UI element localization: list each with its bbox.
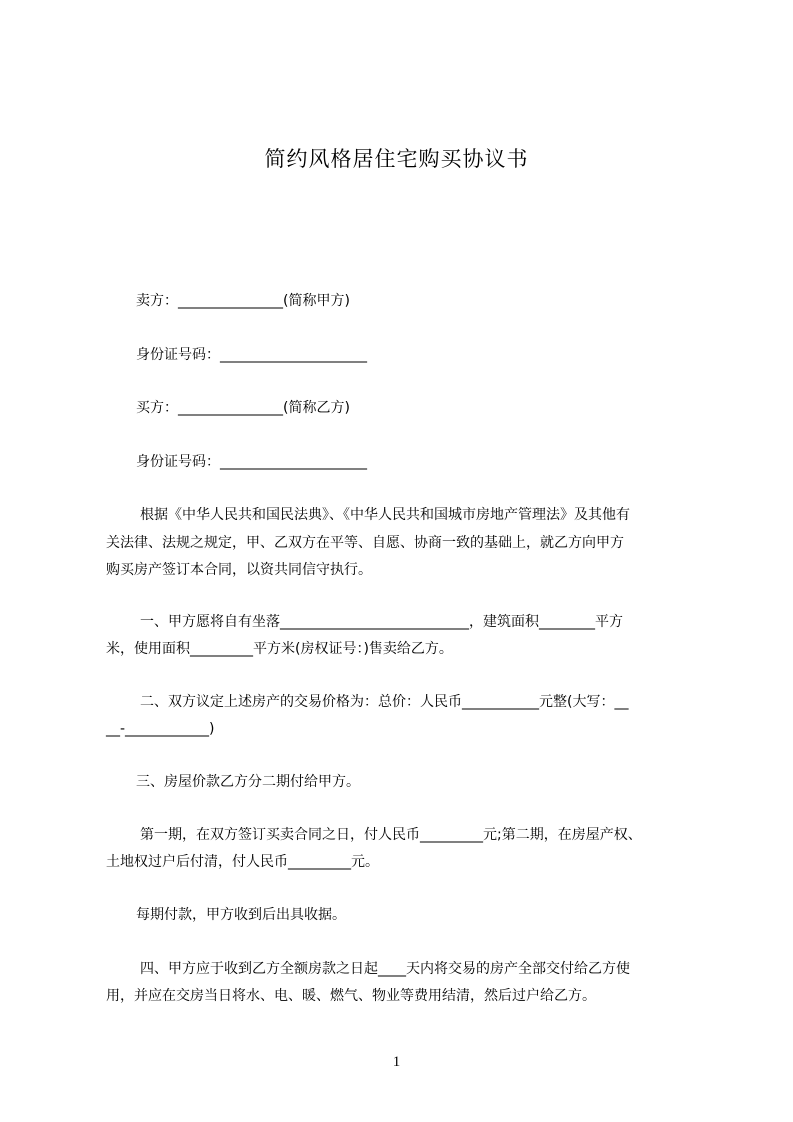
clause-1-line-2: 米，使用面积_________平方米(房权证号：)售卖给乙方。 xyxy=(106,641,453,657)
seller-line: 卖方：_______________(简称甲方) xyxy=(136,293,350,309)
clause-2-line-1: 二、双方议定上述房产的交易价格为：总价：人民币___________元整(大写：__ xyxy=(140,694,629,710)
payment-line-2: 土地权过户后付清，付人民币_________元。 xyxy=(106,854,379,870)
document-title: 简约风格居住宅购买协议书 xyxy=(264,147,529,171)
receipt-line: 每期付款，甲方收到后出具收据。 xyxy=(136,907,346,923)
buyer-id-line: 身份证号码：_____________________ xyxy=(136,454,367,470)
preamble-line-2: 关法律、法规之规定，甲、乙双方在平等、自愿、协商一致的基础上，就乙方向甲方 xyxy=(106,535,624,551)
clause-4-line-1: 四、甲方应于收到乙方全额房款之日起____天内将交易的房产全部交付给乙方使 xyxy=(140,961,630,977)
clause-1-line-1: 一、甲方愿将自有坐落___________________________，建筑面积________平方 xyxy=(140,614,623,630)
clause-4-line-2: 用，并应在交房当日将水、电、暖、燃气、物业等费用结清，然后过户给乙方。 xyxy=(106,988,596,1004)
clause-3-line: 三、房屋价款乙方分二期付给甲方。 xyxy=(136,774,360,790)
seller-id-line: 身份证号码：_____________________ xyxy=(136,347,367,363)
clause-2-line-2: __-____________) xyxy=(106,721,215,737)
payment-line-1: 第一期，在双方签订买卖合同之日，付人民币_________元;第二期，在房屋产权、 xyxy=(140,827,642,843)
preamble-line-1: 根据《中华人民共和国民法典》、《中华人民共和国城市房地产管理法》及其他有 xyxy=(140,507,630,523)
buyer-line: 买方：_______________(简称乙方) xyxy=(136,400,350,416)
page-number: 1 xyxy=(392,1054,401,1070)
preamble-line-3: 购买房产签订本合同，以资共同信守执行。 xyxy=(106,562,372,578)
